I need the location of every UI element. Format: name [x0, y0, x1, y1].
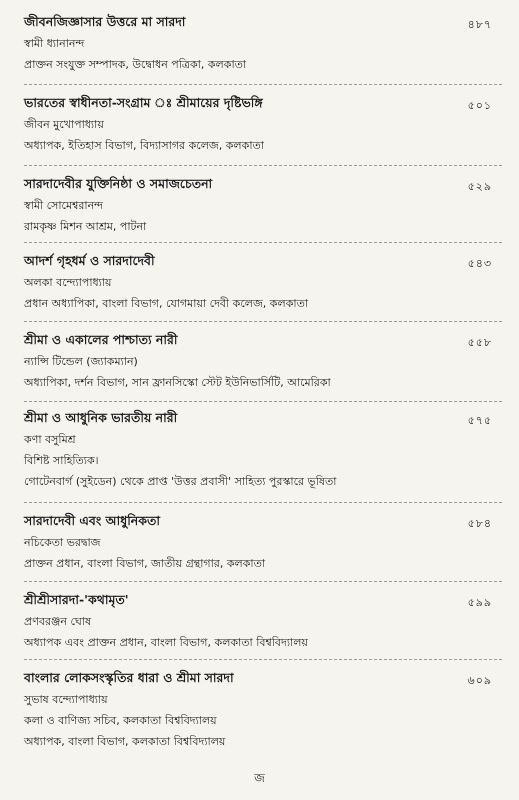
entry-divider [24, 581, 502, 582]
author-affiliation: অধ্যাপক, ইতিহাস বিভাগ, বিদ্যাসাগর কলেজ, কলকাতা [24, 139, 264, 152]
toc-entry [24, 592, 496, 651]
entry-divider [24, 84, 502, 85]
author-affiliation: অধ্যাপক এবং প্রাক্তন প্রধান, বাংলা বিভাগ, কলকাতা বিশ্ববিদ্যালয় [24, 636, 308, 649]
author-name: অলকা বন্দ্যোপাধ্যায় [24, 276, 112, 289]
page-number: ৫৪৩ [467, 257, 492, 270]
entry-title: বাংলার লোকসংস্কৃতির ধারা ও শ্রীমা সারদা [24, 670, 234, 685]
author-name: সুভাষ বন্দ্যোপাধ্যায় [24, 693, 108, 706]
entry-title: ভারতের স্বাধীনতা-সংগ্রাম ঃ শ্রীমায়ের দৃষ্টিভঙ্গি [24, 95, 263, 110]
toc-entry [24, 513, 496, 572]
page-number: ৫০১ [467, 99, 492, 112]
page-folio: জ [254, 771, 265, 785]
author-name: নচিকেতা ভরদ্বাজ [24, 536, 101, 549]
toc-entry [24, 253, 496, 312]
entry-divider [24, 242, 502, 243]
author-affiliation: প্রাক্তন সংযুক্ত সম্পাদক, উদ্বোধন পত্রিকা, কলকাতা [24, 58, 247, 71]
entry-divider [24, 165, 502, 166]
author-name: ন্যান্সি টিন্ডেল (জ্যাকম্যান) [24, 355, 138, 368]
toc-entry [24, 332, 496, 391]
author-name: জীবন মুখোপাধ্যায় [24, 118, 104, 131]
author-name: কণা বসুমিশ্র [24, 433, 76, 446]
author-name: স্বামী ধ্যানানন্দ [24, 37, 85, 50]
entry-title: সারদাদেবীর যুক্তিনিষ্ঠা ও সমাজচেতনা [24, 176, 213, 191]
author-description: বিশিষ্ট সাহিত্যিক। [24, 454, 99, 467]
author-affiliation: প্রধান অধ্যাপিকা, বাংলা বিভাগ, যোগমায়া দেবী কলেজ, কলকাতা [24, 297, 309, 310]
page-number: ৬০৯ [467, 674, 492, 687]
entry-title: শ্রীমা ও একালের পাশ্চাত্য নারী [24, 332, 178, 347]
entry-divider [24, 659, 502, 660]
author-affiliation: রামকৃষ্ণ মিশন আশ্রম, পাটনা [24, 220, 147, 233]
author-affiliation: অধ্যাপক, বাংলা বিভাগ, কলকাতা বিশ্ববিদ্যালয় [24, 735, 226, 748]
entry-title: আদর্শ গৃহধর্ম ও সারদাদেবী [24, 253, 155, 268]
entry-title: সারদাদেবী এবং আধুনিকতা [24, 513, 160, 528]
entry-title: শ্রীশ্রীসারদা-'কথামৃত' [24, 592, 129, 607]
author-name: স্বামী সোমেশ্বরানন্দ [24, 199, 103, 212]
entry-divider [24, 502, 502, 503]
page-number: ৫৯৯ [467, 596, 492, 609]
page-number: ৫৮৪ [467, 517, 492, 530]
entry-title: শ্রীমা ও আধুনিক ভারতীয় নারী [24, 410, 178, 425]
author-award: গোটেনবার্গ (সুইডেন) থেকে প্রাপ্ত 'উত্তর প্রবাসী' সাহিত্য পুরস্কারে ভূষিতা [24, 475, 337, 488]
page-number: ৫৫৮ [467, 336, 492, 349]
toc-entry [24, 410, 496, 490]
entry-divider [24, 401, 502, 402]
author-affiliation: প্রাক্তন প্রধান, বাংলা বিভাগ, জাতীয় গ্রন্থাগার, কলকাতা [24, 557, 266, 570]
author-name: প্রণবরঞ্জন ঘোষ [24, 615, 92, 628]
author-affiliation: অধ্যাপিকা, দর্শন বিভাগ, সান ফ্রানসিস্কো স্টেট ইউনিভার্সিটি, আমেরিকা [24, 376, 331, 389]
toc-entry [24, 95, 496, 154]
author-affiliation: কলা ও বাণিজ্য সচিব, কলকাতা বিশ্ববিদ্যালয় [24, 714, 217, 727]
page-number: ৫২৯ [467, 180, 492, 193]
page-number: ৫৭৫ [467, 414, 492, 427]
entry-title: জীবনজিজ্ঞাসার উত্তরে মা সারদা [24, 14, 186, 29]
entry-divider [24, 321, 502, 322]
toc-entry [24, 14, 496, 73]
toc-entry [24, 176, 496, 235]
page-number: ৪৮৭ [467, 18, 492, 31]
toc-entry [24, 670, 496, 750]
